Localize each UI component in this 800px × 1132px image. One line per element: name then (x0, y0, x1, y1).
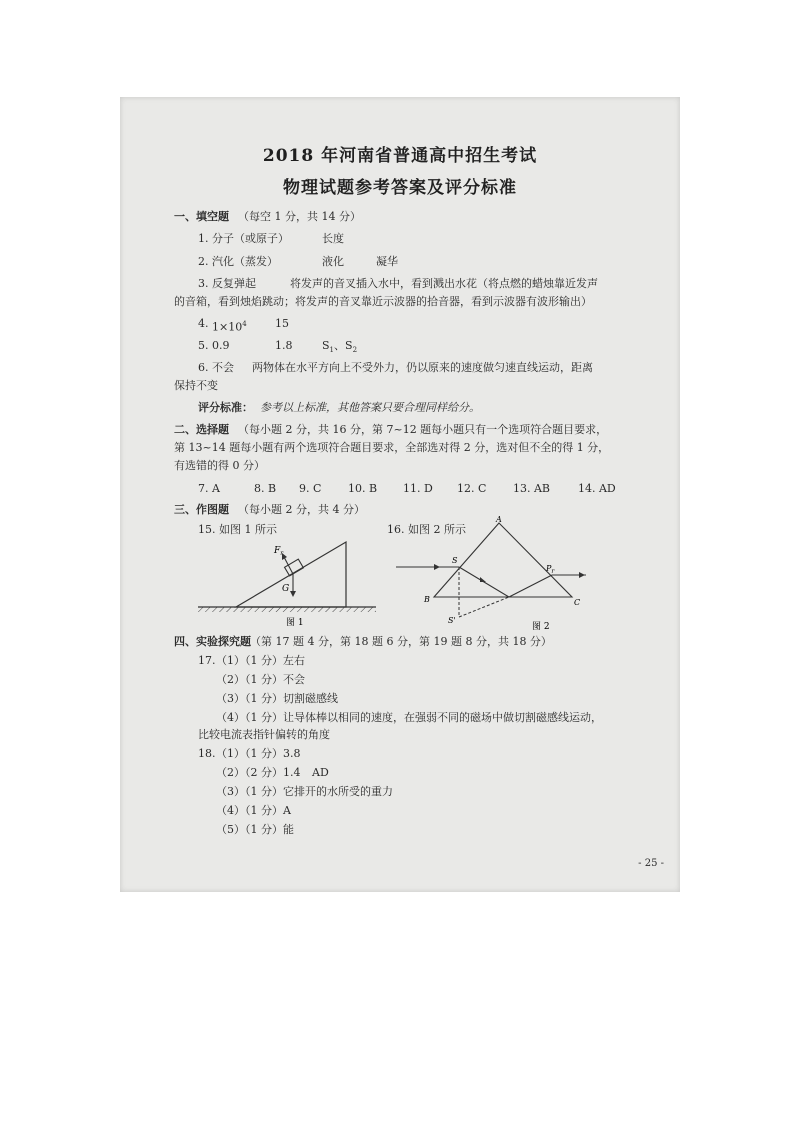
emergent-ray-arrowhead (579, 572, 585, 578)
figure-2-prism (394, 515, 594, 633)
q5-answer-a: 0.9 (212, 339, 230, 352)
q6-answer-a: 不会 (212, 361, 234, 374)
q3-answer-a: 反复弹起 (212, 277, 256, 290)
q2-answer-c: 凝华 (376, 255, 398, 268)
q4-answer-a: $1\times 10^4$ (212, 320, 247, 334)
section2-note-line1: （每小题 2 分，共 16 分，第 7~12 题每小题只有一个选项符合题目要求， (238, 423, 608, 436)
answer-8: 8. B (254, 482, 277, 495)
q18-part4: （4）（1 分）A (216, 804, 291, 817)
q6-answer-c: 保持不变 (174, 379, 218, 392)
q17-part1: （1）（1 分）左右 (216, 654, 305, 667)
normal-force-arrow (284, 557, 293, 574)
q1-number: 1. (198, 232, 209, 245)
q17-part3: （3）（1 分）切割磁感线 (216, 692, 338, 705)
label-s-prime: S' (448, 616, 456, 625)
q18-part2: （2）（2 分）1.4 (216, 766, 301, 779)
q2-number: 2. (198, 255, 209, 268)
ground-hatching (198, 607, 376, 612)
q17-part4-line2: 比较电流表指针偏转的角度 (198, 728, 330, 741)
answer-14: 14. AD (578, 482, 616, 495)
answer-13: 13. AB (513, 482, 551, 495)
figure-2-caption: 图 2 (532, 622, 550, 632)
answer-9: 9. C (299, 482, 322, 495)
q17-number: 17. (198, 654, 216, 667)
q18-part5: （5）（1 分）能 (216, 823, 294, 836)
section1-header: 一、填空题 (174, 210, 229, 223)
figure-1-caption: 图 1 (286, 618, 304, 628)
q6-number: 6. (198, 361, 209, 374)
q3-number: 3. (198, 277, 209, 290)
q5-answer-c: $S_1$、$S_2$ (322, 339, 358, 355)
q18-part3: （3）（1 分）它排开的水所受的重力 (216, 785, 393, 798)
q5-answer-b: 1.8 (275, 339, 293, 352)
block-on-incline (285, 559, 304, 576)
title-line-2: 物理试题参考答案及评分标准 (283, 178, 517, 198)
page-number: - 25 - (638, 858, 664, 869)
scanned-answer-sheet (120, 97, 680, 892)
label-a: A (496, 515, 502, 524)
criteria-label: 评分标准： (198, 401, 253, 414)
q3-answer-c: 的音箱，看到烛焰跳动；将发声的音叉靠近示波器的拾音器，看到示波器有波形输出） (174, 295, 592, 308)
q17-part2: （2）（1 分）不会 (216, 673, 305, 686)
section4-header: 四、实验探究题 (174, 635, 251, 648)
answer-10: 10. B (348, 482, 378, 495)
incident-ray-arrowhead (434, 564, 440, 570)
q17-part4-line1: （4）（1 分）让导体棒以相同的速度，在强弱不同的磁场中做切割磁感线运动， (216, 711, 602, 724)
q18-number: 18. (198, 747, 216, 760)
reflected-ray (509, 575, 552, 597)
label-g: G (282, 584, 290, 594)
section3-header: 三、作图题 (174, 503, 229, 516)
label-c: C (574, 598, 581, 607)
section2-note-line3: 有选错的得 0 分） (174, 459, 265, 472)
title-line-1: 2018 年河南省普通高中招生考试 (262, 146, 538, 166)
figure-1-incline (196, 529, 386, 629)
label-b: B (424, 595, 430, 604)
answer-7: 7. A (198, 482, 220, 495)
q2-answer-a: 汽化（蒸发） (212, 255, 278, 268)
q16-label: 16. 如图 2 所示 (387, 523, 466, 536)
virtual-image-ray (459, 597, 509, 617)
q1-answer-a: 分子（或原子） (212, 232, 289, 245)
section3-note: （每小题 2 分，共 4 分） (238, 503, 365, 516)
label-p: $P_r$ (546, 564, 555, 575)
q6-answer-b: 两物体在水平方向上不受外力，仍以原来的速度做匀速直线运动，距离 (252, 361, 593, 374)
q1-answer-b: 长度 (322, 232, 344, 245)
q2-answer-b: 液化 (322, 255, 344, 268)
q18-part2-choice: AD (312, 766, 329, 779)
section4-note: （第 17 题 4 分，第 18 题 6 分，第 19 题 8 分，共 18 分） (250, 635, 552, 648)
gravity-arrowhead (290, 591, 296, 597)
q18-part1: （1）（1 分）3.8 (216, 747, 301, 760)
q3-answer-b: 将发声的音叉插入水中，看到溅出水花（将点燃的蜡烛靠近发声 (290, 277, 598, 290)
answer-12: 12. C (457, 482, 487, 495)
label-f: $F_r$ (274, 546, 284, 557)
section2-header: 二、选择题 (174, 423, 229, 436)
q4-answer-b: 15 (275, 317, 289, 330)
q5-number: 5. (198, 339, 209, 352)
section1-note: （每空 1 分，共 14 分） (238, 210, 361, 223)
answer-11: 11. D (403, 482, 433, 495)
q15-label: 15. 如图 1 所示 (198, 523, 277, 536)
criteria-text: 参考以上标准，其他答案只要合理同样给分。 (260, 401, 480, 414)
refracted-ray-arrowhead (480, 577, 486, 582)
section2-note-line2: 第 13~14 题每小题有两个选项符合题目要求，全部选对得 2 分，选对但不全的得 1 分， (174, 441, 610, 454)
label-s: S (452, 556, 458, 565)
q4-number: 4. (198, 317, 209, 330)
